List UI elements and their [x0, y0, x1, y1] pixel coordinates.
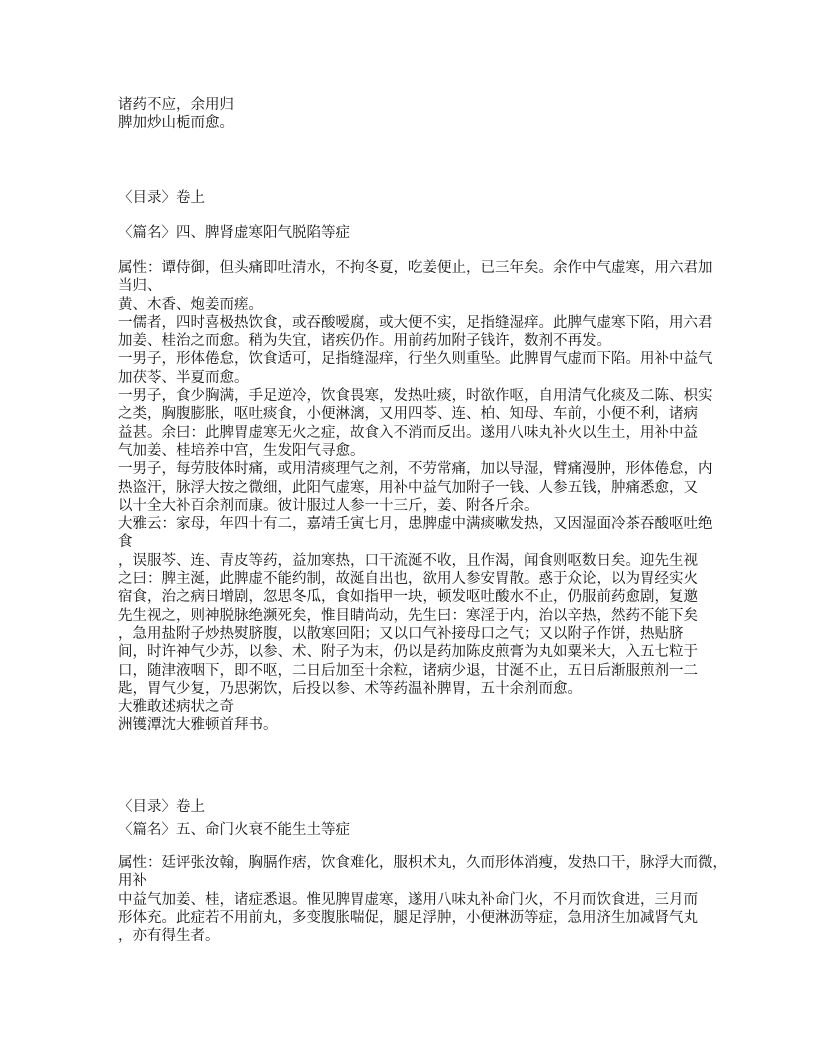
section4-title: 〈篇名〉四、脾肾虚寒阳气脱陷等症	[118, 225, 350, 241]
text-line: 气加姜、桂培养中宫，生发阳气寻愈。	[118, 442, 365, 459]
text-line: 大雅云：家母，年四十有二，嘉靖壬寅七月，患脾虚中满痰嗽发热，又因湿面冷茶吞酸呕吐绝	[118, 516, 713, 533]
text-line: 先生视之，则神脱脉绝濒死矣，惟目睛尚动，先生曰：寒淫于内，治以辛热，然药不能下矣	[118, 607, 698, 624]
text-line: 热盗汗，脉浮大按之微细，此阳气虚寒，用补中益气加附子一钱、人参五钱，肿痛悉愈，又	[118, 479, 698, 496]
intro-paragraph	[118, 96, 234, 133]
text-line: 食	[118, 534, 133, 551]
text-line: ，急用盐附子炒热熨脐腹，以散寒回阳；又以口气补接母口之气；又以附子作饼，热贴脐	[118, 625, 684, 642]
text-line: 一男子，形体倦怠，饮食适可，足指缝湿痒，行坐久则重坠。此脾胃气虚而下陷。用补中益气	[118, 351, 713, 368]
text-line: 宿食，治之病日增剧，忽思冬瓜，食如指甲一块，顿发呕吐酸水不止，仍服前药愈剧，复邀	[118, 589, 698, 606]
text-line: 一男子，每劳肢体时痛，或用清痰理气之剂，不劳常痛，加以导湿，臂痛漫肿，形体倦怠，内	[118, 461, 713, 478]
text-line: 一男子，食少胸满，手足逆冷，饮食畏寒，发热吐痰，时欲作呕，自用清气化痰及二陈、枳实	[118, 388, 713, 405]
text-line: 加姜、桂治之而愈。稍为失宜，诸疾仍作。用前药加附子钱许，数剂不再发。	[118, 333, 611, 350]
text-line: 黄、木香、炮姜而瘥。	[118, 296, 263, 313]
text-line: 用补	[118, 873, 147, 890]
text-line: 加茯苓、半夏而愈。	[118, 369, 249, 386]
text-line: 大雅敢述病状之奇	[118, 699, 234, 716]
text-line: ，误服芩、连、青皮等药，益加寒热，口干流涎不收，且作渴，闻食则呕数日矣。迎先生视	[118, 552, 698, 569]
text-line: 一儒者，四时喜极热饮食，或吞酸嗳腐，或大便不实，足指缝湿痒。此脾气虚寒下陷，用六君	[118, 314, 713, 331]
section5-title: 〈篇名〉五、命门火衰不能生土等症	[118, 822, 350, 838]
text-line: 以十全大补百余剂而康。彼计服过人参一十三斤，姜、附各斤余。	[118, 497, 539, 514]
text-line: ，亦有得生者。	[118, 928, 220, 945]
text-line: 口，随津液咽下，即不呕，二日后加至十余粒，诸病少退，甘涎不止，五日后渐服煎剂一二	[118, 662, 698, 679]
text-line: 益甚。余曰：此脾胃虚寒无火之症，故食入不消而反出。遂用八味丸补火以生土，用补中益	[118, 424, 698, 441]
text-line: 脾加炒山栀而愈。	[118, 115, 234, 132]
section4-body	[118, 259, 713, 735]
text-line: 属性：谭侍御，但头痛即吐清水，不拘冬夏，吃姜便止，已三年矣。余作中气虚寒，用六君加	[118, 260, 713, 276]
text-line: 间，时许神气少苏，以参、术、附子为末，仍以是药加陈皮煎膏为丸如粟米大，入五七粒于	[118, 644, 698, 661]
text-line: 诸药不应，余用归	[118, 97, 234, 113]
text-line: 之曰：脾主涎，此脾虚不能约制，故涎自出也，欲用人参安胃散。惑于众论，以为胃经实火	[118, 571, 698, 588]
text-line: 属性：廷评张汝翰，胸膈作痞，饮食难化，服枳术丸，久而形体消瘦，发热口干，脉浮大而微，	[118, 855, 727, 871]
text-line: 形体充。此症若不用前丸，多变腹胀喘促，腿足浮肿，小便淋沥等症，急用济生加减肾气丸	[118, 909, 698, 926]
text-line: 当归、	[118, 278, 162, 295]
section5-body	[118, 854, 727, 945]
text-line: 之类，胸腹膨胀，呕吐痰食，小便淋漓，又用四苓、连、柏、知母、车前，小便不利，诸病	[118, 406, 698, 423]
section5-catalog: 〈目录〉卷上	[118, 799, 205, 815]
text-line: 匙，胃气少复，乃思粥饮，后投以参、术等药温补脾胃，五十余剂而愈。	[118, 680, 582, 697]
text-line: 洲镬潭沈大雅顿首拜书。	[118, 717, 278, 734]
section4-catalog: 〈目录〉卷上	[118, 190, 205, 206]
text-line: 中益气加姜、桂，诸症悉退。惟见脾胃虚寒，遂用八味丸补命门火，不月而饮食进，三月而	[118, 891, 698, 908]
